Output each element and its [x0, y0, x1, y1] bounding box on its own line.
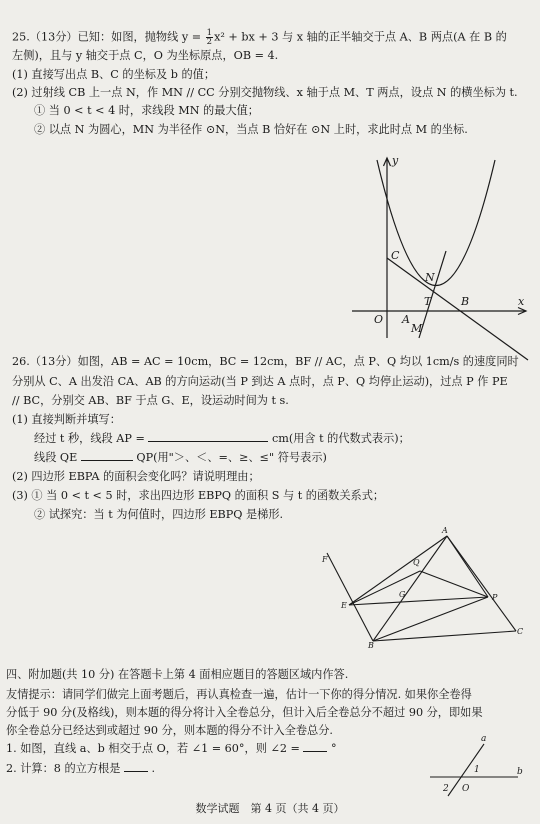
q26-part-3-2: ② 试探究：当 t 为何值时，四边形 EBPQ 是梯形. [34, 508, 284, 521]
section-4-tip-1: 友情提示：请同学们做完上面考题后，再认真检查一遍，估计一下你的得分情况. 如果你全卷得 [6, 688, 472, 701]
q26-part-2: (2) 四边形 EBPA 的面积会变化吗？请说明理由； [12, 470, 260, 483]
section-4-q2: 2. 计算：8 的立方根是 . [6, 762, 156, 775]
label-b: B [461, 295, 470, 308]
section-4-tip-2: 分低于 90 分(及格线)，则本题的得分将计入全卷总分，但计入后全卷总分不超过 90 分，即如果 [6, 706, 483, 719]
label-t: T [424, 295, 432, 308]
q26-part-3-1: (3) ① 当 0 < t < 5 时，求出四边形 EBPQ 的面积 S 与 t 的函数关系式； [12, 489, 385, 502]
label-f: F [322, 555, 328, 564]
label-2: 2 [443, 784, 449, 794]
label-a: a [481, 734, 487, 744]
label-o: O [374, 313, 384, 326]
label-b: B [368, 641, 374, 650]
label-a: A [442, 526, 448, 535]
q25-part-2: (2) 过射线 CB 上一点 N，作 MN // CC 分别交抛物线、x 轴于点 M、T 两点，设点 N 的横坐标为 t. [12, 86, 518, 99]
section-4-tip-3: 你全卷总分已经达到或超过 90 分，则本题的得分不计入全卷总分. [6, 724, 333, 737]
q26-part-1-ap: 经过 t 秒，线段 AP = cm(用含 t 的代数式表示)； [34, 432, 410, 445]
label-c: C [391, 249, 400, 262]
label-o: O [462, 784, 470, 794]
q26-line-1: 26.（13分）如图，AB = AC = 10cm，BC = 12cm，BF // AC，点 P、Q 均以 1cm/s 的速度同时 [12, 355, 519, 368]
page-footer: 数学试题 第 4 页（共 4 页） [195, 802, 345, 815]
section-4-heading: 四、附加题(共 10 分) 在答题卡上第 4 面相应题目的答题区域内作答. [6, 668, 349, 681]
label-q: Q [413, 558, 420, 567]
label-x: x [518, 295, 525, 308]
q25-line-2: 左侧)，且与 y 轴交于点 C，O 为坐标原点，OB = 4. [12, 49, 279, 62]
label-m: M [411, 322, 423, 335]
q26-line-3: // BC，分别交 AB、BF 于点 G、E，设运动时间为 t s. [12, 394, 289, 407]
label-c: C [517, 627, 524, 636]
label-b: b [517, 767, 523, 777]
label-a: A [402, 313, 410, 326]
label-e: E [341, 601, 347, 610]
label-p: P [492, 593, 498, 602]
fraction-one-half: $\frac{1}{2}$ [206, 28, 213, 47]
label-y: y [392, 154, 399, 167]
label-g: G [399, 590, 406, 599]
q26-part-1-qe: 线段 QE QP(用"＞、＜、=、≥、≤" 符号表示) [34, 451, 327, 464]
q25-line-1: 25.（13分）已知：如图，抛物线 y = $\frac{1}{2}$ x² + bx + 3 与 x 轴的正半轴交于点 A、B 两点(A 在 B 的 [12, 28, 507, 47]
q25-part-1: (1) 直接写出点 B、C 的坐标及 b 的值； [12, 68, 216, 81]
section-4-q1: 1. 如图，直线 a、b 相交于点 O，若 ∠1 = 60°，则 ∠2 = ° [6, 742, 337, 755]
q26-line-2: 分别从 C、A 出发沿 CA、AB 的方向运动(当 P 到达 A 点时，点 P、Q 均停止运动)，过点 P 作 PE [12, 375, 508, 388]
q26-part-1: (1) 直接判断并填写： [12, 413, 121, 426]
q25-part-2-1: ① 当 0 < t < 4 时，求线段 MN 的最大值； [34, 104, 259, 117]
label-n: N [425, 271, 435, 284]
label-1: 1 [474, 765, 480, 775]
q25-part-2-2: ② 以点 N 为圆心，MN 为半径作 ⊙N，当点 B 恰好在 ⊙N 上时，求此时点 M 的坐标. [34, 123, 468, 136]
